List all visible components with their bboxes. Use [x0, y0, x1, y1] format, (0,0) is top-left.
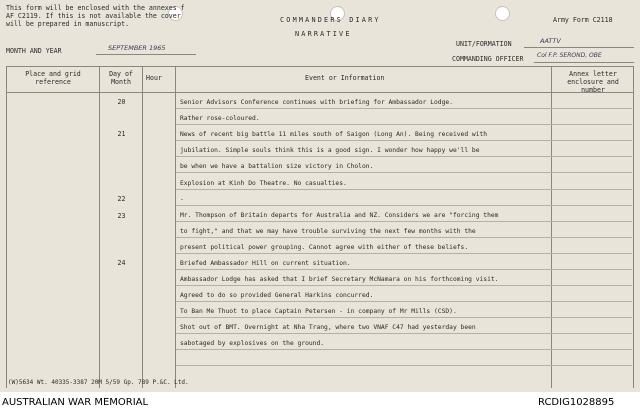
event-line: Explosion at Kinh Do Theatre. No casualties. [180, 180, 347, 187]
column-header-hour: Hour [146, 74, 162, 82]
unit-value: AATTV [540, 37, 561, 45]
column-header-annex: Annex letter enclosure and number [567, 70, 619, 94]
event-line: News of recent big battle 11 miles south of Saigon (Long An). Being received with [180, 131, 488, 138]
form-number: Army Form C2118 [553, 16, 613, 24]
event-line: - [180, 196, 184, 203]
officer-value: Col F.P. SEROND, OBE [537, 52, 602, 59]
ruled-line [176, 333, 632, 334]
ruled-line [176, 205, 632, 206]
column-header-day: Day of Month [109, 70, 133, 86]
month-value: SEPTEMBER 1965 [108, 44, 166, 52]
event-line: to fight," and that we may have trouble surviving the next few months with the [180, 228, 476, 235]
event-line: Shot out of BMT. Overnight at Nha Trang, where two VNAF C47 had yesterday been [180, 324, 476, 331]
punch-hole [495, 6, 510, 21]
event-line: Agreed to do so provided General Harkins concurred. [180, 292, 374, 299]
ruled-line [176, 189, 632, 190]
diary-subtitle: NARRATIVE [295, 30, 352, 38]
event-line: Mr. Thompson of Britain departs for Australia and NZ. Considers we are "forcing them [180, 212, 499, 219]
event-line: present political power grouping. Cannot agree with either of these beliefs. [180, 244, 469, 251]
ruled-line [176, 269, 632, 270]
unit-label: UNIT/FORMATION [456, 40, 512, 48]
event-line: Rather rose-coloured. [180, 115, 260, 122]
unit-underline [524, 47, 634, 48]
day-cell: 22 [117, 195, 126, 203]
event-line: sabotaged by explosives on the ground. [180, 340, 325, 347]
day-cell: 23 [117, 212, 126, 220]
ruled-line [176, 253, 632, 254]
table-top-rule [6, 66, 634, 67]
column-header-place: Place and grid reference [25, 70, 81, 86]
form-note-line: AF C2119. If this is not available the cover [6, 12, 181, 20]
ruled-line [176, 156, 632, 157]
event-line: jubilation. Simple souls think this is a good sign. I wonder how happy we'll be [180, 147, 480, 154]
print-line: (W)5634 Wt. 40335-3387 20M 5/59 Gp. 789 P.&C. Ltd. [8, 379, 189, 386]
ruled-line [176, 140, 632, 141]
event-line: be when we have a battalion size victory in Cholon. [180, 163, 374, 170]
month-underline [96, 54, 196, 55]
ruled-line [176, 285, 632, 286]
ruled-line [176, 349, 632, 350]
column-rule [142, 66, 143, 388]
column-rule [551, 66, 552, 388]
ruled-line [176, 221, 632, 222]
ruled-line [176, 301, 632, 302]
diary-title: COMMANDERS DIARY [280, 16, 381, 24]
column-header-event: Event or Information [305, 74, 385, 82]
month-label: MONTH AND YEAR [6, 47, 62, 55]
table-right-rule [633, 66, 634, 388]
day-cell: 21 [117, 130, 126, 138]
footer-left: AUSTRALIAN WAR MEMORIAL [2, 397, 149, 408]
form-note-line: This form will be enclosed with the annexes f [6, 4, 185, 12]
ruled-line [176, 172, 632, 173]
table-left-rule [6, 66, 7, 388]
footer-right: RCDIG1028895 [538, 397, 615, 408]
column-rule [99, 66, 100, 388]
officer-label: COMMANDING OFFICER [452, 55, 524, 63]
event-line: To Ban Me Thuot to place Captain Petersen - in company of Mr Mills (CSD). [180, 308, 457, 315]
form-note-line: will be prepared in manuscript. [6, 20, 130, 28]
ruled-line [176, 365, 632, 366]
day-cell: 20 [117, 98, 126, 106]
ruled-line [176, 124, 632, 125]
ruled-line [176, 237, 632, 238]
header-bottom-rule [6, 92, 634, 93]
event-line: Briefed Ambassador Hill on current situation. [180, 260, 351, 267]
ruled-line [176, 317, 632, 318]
event-line: Ambassador Lodge has asked that I brief Secretary McNamara on his forthcoming visit. [180, 276, 499, 283]
column-rule [175, 66, 176, 388]
event-line: Senior Advisors Conference continues with briefing for Ambassador Lodge. [180, 99, 453, 106]
ruled-line [176, 108, 632, 109]
day-cell: 24 [117, 259, 126, 267]
officer-underline [534, 62, 634, 63]
